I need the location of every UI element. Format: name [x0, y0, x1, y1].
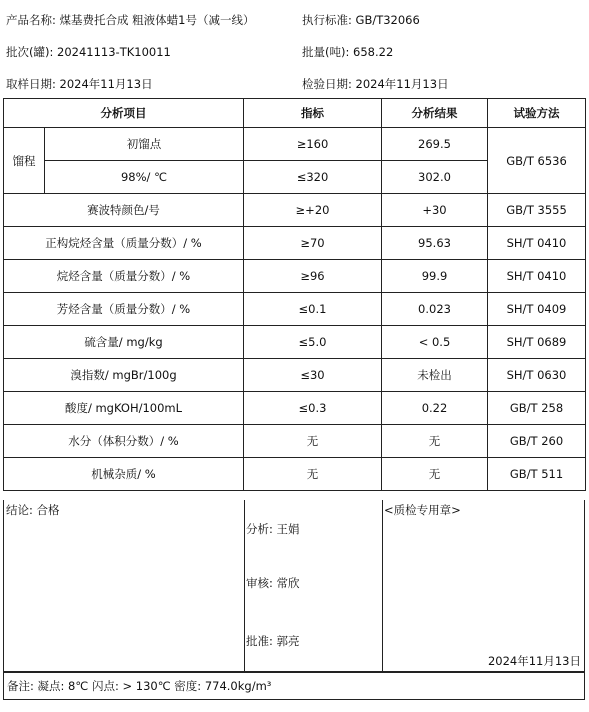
result-cell: 0.22: [382, 392, 488, 425]
col-header-method: 试验方法: [488, 99, 586, 128]
item-cell: 正构烷烃含量（质量分数）/ %: [4, 227, 244, 260]
item-cell: 水分（体积分数）/ %: [4, 425, 244, 458]
product-name-label: 产品名称:: [6, 13, 56, 27]
item-cell: 芳烃含量（质量分数）/ %: [4, 293, 244, 326]
results-table: [3, 98, 586, 491]
item-cell: 98%/ ℃: [45, 161, 244, 194]
spec-cell: ≥96: [244, 260, 382, 293]
remarks: 备注: 凝点: 8℃ 闪点: > 130℃ 密度: 774.0kg/m³: [3, 672, 585, 700]
inspection-date-value: 2024年11月13日: [355, 77, 449, 91]
reviewer: 审核: 常欣: [246, 576, 300, 590]
spec-cell: 无: [244, 425, 382, 458]
seal-label: <质检专用章>: [384, 503, 461, 517]
divider: [244, 500, 245, 671]
standard-label: 执行标准:: [302, 13, 352, 27]
method-cell: GB/T 511: [488, 458, 586, 491]
batch-value: 20241113-TK10011: [57, 45, 171, 59]
table-header-row: [4, 99, 586, 128]
result-cell: 269.5: [382, 128, 488, 161]
table-row: [4, 128, 586, 161]
method-cell: GB/T 3555: [488, 194, 586, 227]
table-row: [4, 293, 586, 326]
standard-value: GB/T32066: [355, 13, 420, 27]
spec-cell: ≤320: [244, 161, 382, 194]
seal-date: 2024年11月13日: [487, 654, 581, 668]
batch-row: [6, 42, 171, 62]
item-cell: 初馏点: [45, 128, 244, 161]
method-cell: SH/T 0410: [488, 227, 586, 260]
table-row: [4, 425, 586, 458]
spec-cell: ≥+20: [244, 194, 382, 227]
divider: [382, 500, 383, 671]
method-cell: SH/T 0410: [488, 260, 586, 293]
table-row: [4, 392, 586, 425]
spec-cell: 无: [244, 458, 382, 491]
inspection-date-row: [302, 74, 449, 94]
method-cell: GB/T 6536: [488, 128, 586, 194]
method-cell: SH/T 0689: [488, 326, 586, 359]
conclusion: 结论: 合格: [6, 503, 60, 517]
result-cell: 0.023: [382, 293, 488, 326]
quantity-label: 批量(吨):: [302, 45, 350, 59]
item-cell: 机械杂质/ %: [4, 458, 244, 491]
product-name-row: [6, 10, 255, 30]
table-row: [4, 458, 586, 491]
item-cell: 溴指数/ mgBr/100g: [4, 359, 244, 392]
spec-cell: ≤30: [244, 359, 382, 392]
analyst: 分析: 王娟: [246, 522, 300, 536]
result-cell: 无: [382, 425, 488, 458]
standard-row: [302, 10, 420, 30]
method-cell: SH/T 0409: [488, 293, 586, 326]
item-cell: 赛波特颜色/号: [4, 194, 244, 227]
sampling-date-row: [6, 74, 153, 94]
table-row: [4, 326, 586, 359]
quantity-row: [302, 42, 393, 62]
table-row: [4, 227, 586, 260]
approver: 批准: 郭亮: [246, 634, 300, 648]
sampling-date-label: 取样日期:: [6, 77, 56, 91]
result-cell: 99.9: [382, 260, 488, 293]
item-cell: 硫含量/ mg/kg: [4, 326, 244, 359]
result-cell: +30: [382, 194, 488, 227]
signature-section: [3, 500, 585, 672]
col-header-result: 分析结果: [382, 99, 488, 128]
table-row: [4, 260, 586, 293]
spec-cell: ≥70: [244, 227, 382, 260]
inspection-date-label: 检验日期:: [302, 77, 352, 91]
result-cell: 302.0: [382, 161, 488, 194]
table-row: [4, 359, 586, 392]
spec-cell: ≤5.0: [244, 326, 382, 359]
result-cell: 未检出: [382, 359, 488, 392]
sampling-date-value: 2024年11月13日: [59, 77, 153, 91]
batch-label: 批次(罐):: [6, 45, 54, 59]
product-name-value: 煤基费托合成 粗液体蜡1号（减一线）: [59, 13, 255, 27]
item-cell: 烷烃含量（质量分数）/ %: [4, 260, 244, 293]
spec-cell: ≥160: [244, 128, 382, 161]
method-cell: GB/T 260: [488, 425, 586, 458]
quantity-value: 658.22: [353, 45, 394, 59]
result-cell: 无: [382, 458, 488, 491]
spec-cell: ≤0.3: [244, 392, 382, 425]
result-cell: 95.63: [382, 227, 488, 260]
item-cell: 酸度/ mgKOH/100mL: [4, 392, 244, 425]
table-row: [4, 194, 586, 227]
result-cell: < 0.5: [382, 326, 488, 359]
col-header-item: 分析项目: [4, 99, 244, 128]
method-cell: SH/T 0630: [488, 359, 586, 392]
spec-cell: ≤0.1: [244, 293, 382, 326]
distillation-group-label: 馏程: [4, 128, 45, 194]
method-cell: GB/T 258: [488, 392, 586, 425]
col-header-spec: 指标: [244, 99, 382, 128]
